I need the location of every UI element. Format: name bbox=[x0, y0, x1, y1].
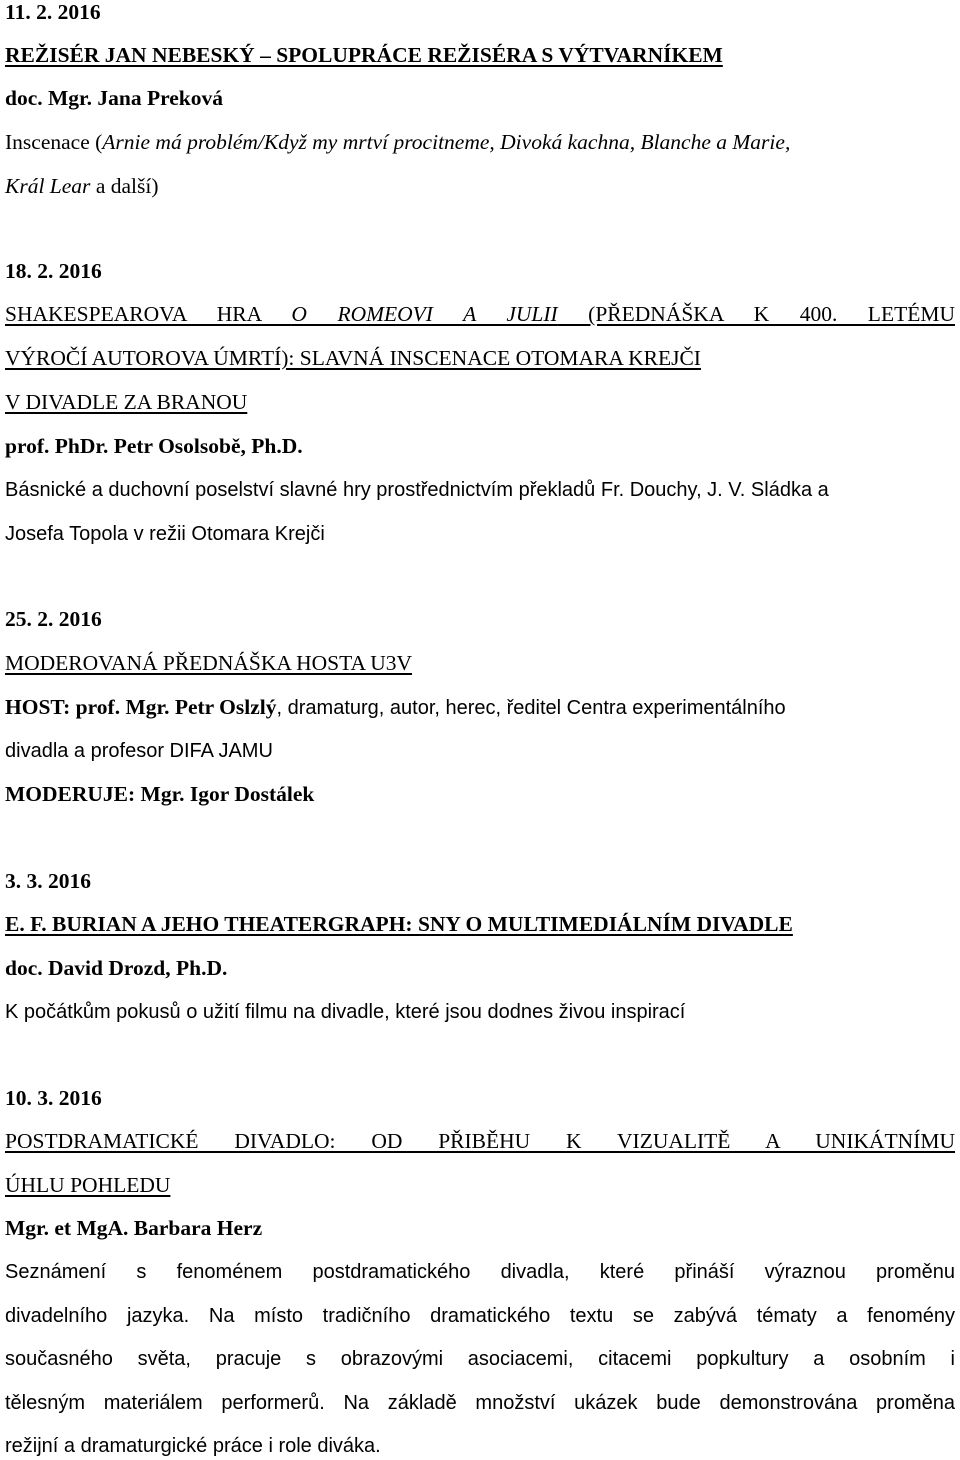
event-description-line: režijní a dramaturgické práce i role diváka. bbox=[5, 1435, 381, 1457]
event-speaker: doc. Mgr. Jana Preková bbox=[5, 86, 223, 110]
event-description: K počátkům pokusů o užití filmu na divadle, které jsou dodnes živou inspirací bbox=[5, 1001, 686, 1023]
event-date: 25. 2. 2016 bbox=[5, 607, 102, 631]
event-description: Inscenace (Arnie má problém/Když my mrtví procitneme, Divoká kachna, Blanche a Marie, bbox=[5, 130, 791, 154]
event-description-cont: Josefa Topola v režii Otomara Krejči bbox=[5, 523, 325, 545]
event-description-line: tělesným materiálem performerů. Na základě množství ukázek bude demonstrována proměna bbox=[5, 1392, 955, 1414]
event-speaker: Mgr. et MgA. Barbara Herz bbox=[5, 1216, 263, 1240]
event-date: 18. 2. 2016 bbox=[5, 259, 102, 283]
event-moderator: MODERUJE: Mgr. Igor Dostálek bbox=[5, 782, 315, 806]
event-description-line: divadelního jazyka. Na místo tradičního dramatického textu se zabývá tématy a fenomény bbox=[5, 1305, 955, 1327]
event-date: 11. 2. 2016 bbox=[5, 0, 101, 24]
event-title: E. F. BURIAN A JEHO THEATERGRAPH: SNY O MULTIMEDIÁLNÍM DIVADLE bbox=[5, 912, 793, 936]
event-title: REŽISÉR JAN NEBESKÝ – SPOLUPRÁCE REŽISÉRA S VÝTVARNÍKEM bbox=[5, 43, 723, 67]
event-title-cont: V DIVADLE ZA BRANOU bbox=[5, 390, 248, 414]
event-title: POSTDRAMATICKÉ DIVADLO: OD PŘIBĚHU K VIZUALITĚ A UNIKÁTNÍMU bbox=[5, 1129, 955, 1153]
event-description: Básnické a duchovní poselství slavné hry prostřednictvím překladů Fr. Douchy, J. V. Sládka a bbox=[5, 479, 829, 501]
event-speaker: prof. PhDr. Petr Osolsobě, Ph.D. bbox=[5, 434, 303, 458]
event-title: MODEROVANÁ PŘEDNÁŠKA HOSTA U3V bbox=[5, 651, 413, 675]
event-title: SHAKESPEAROVA HRA O ROMEOVI A JULII (PŘEDNÁŠKA K 400. LETÉMU bbox=[5, 302, 955, 326]
event-description-line: současného světa, pracuje s obrazovými asociacemi, citacemi popkultury a osobním i bbox=[5, 1348, 955, 1370]
event-host-cont: divadla a profesor DIFA JAMU bbox=[5, 740, 273, 762]
event-title-cont: ÚHLU POHLEDU bbox=[5, 1173, 171, 1197]
event-date: 10. 3. 2016 bbox=[5, 1086, 102, 1110]
event-host: HOST: prof. Mgr. Petr Oslzlý, dramaturg, autor, herec, ředitel Centra experimentálního bbox=[5, 695, 786, 719]
event-speaker: doc. David Drozd, Ph.D. bbox=[5, 956, 228, 980]
event-title-cont: VÝROČÍ AUTOROVA ÚMRTÍ): SLAVNÁ INSCENACE OTOMARA KREJČI bbox=[5, 346, 701, 370]
event-date: 3. 3. 2016 bbox=[5, 869, 91, 893]
event-description-cont: Král Lear a další) bbox=[5, 174, 159, 198]
event-description-line: Seznámení s fenoménem postdramatického divadla, které přináší výraznou proměnu bbox=[5, 1261, 955, 1283]
